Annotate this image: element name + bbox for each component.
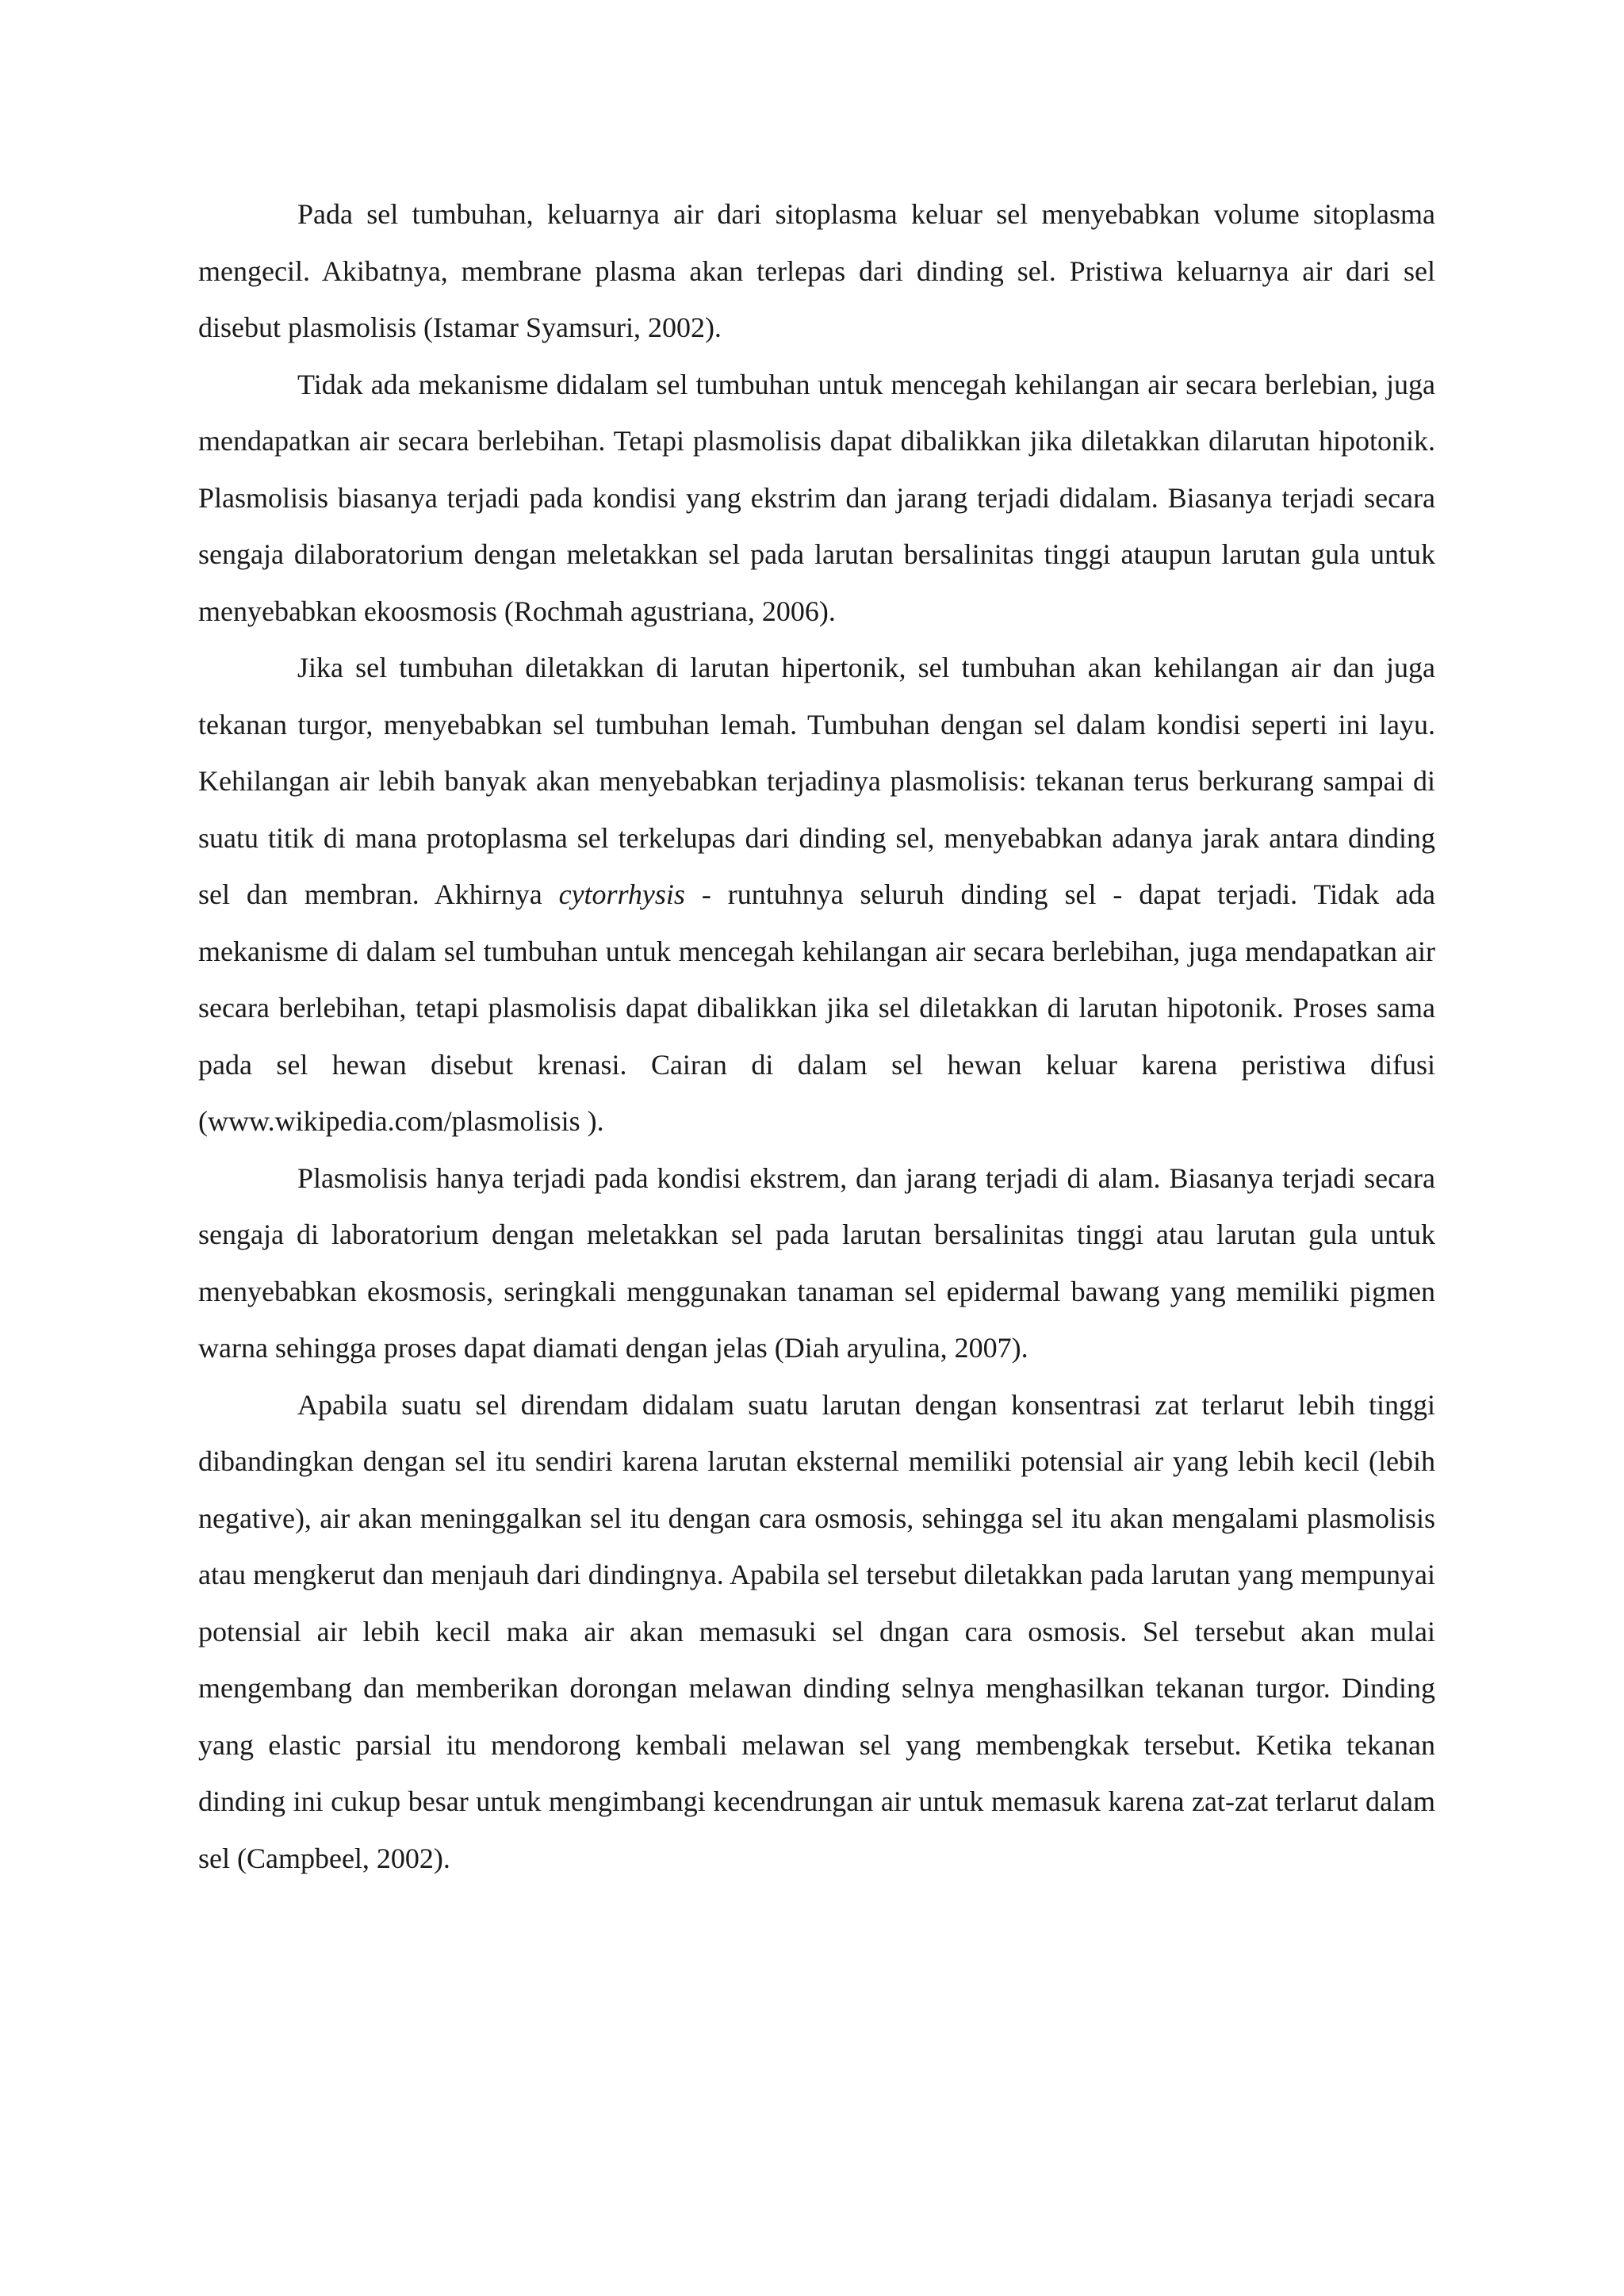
paragraph-extreme-conditions: Plasmolisis hanya terjadi pada kondisi ekstrem, dan jarang terjadi di alam. Biasanya terjadi secara sengaja di laboratorium dengan meletakkan sel pada larutan bersalinitas tinggi atau larutan gula untuk menyebabkan ekosmosis, seringkali menggunakan tanaman sel epidermal bawang yang memiliki pigmen warna sehingga proses dapat diamati dengan jelas (Diah aryulina, 2007). xyxy=(198,1161,1435,1364)
paragraph-plasmolysis-definition: Pada sel tumbuhan, keluarnya air dari sitoplasma keluar sel menyebabkan volume sitoplasma mengecil. Akibatnya, membrane plasma akan terlepas dari dinding sel. Pristiwa keluarnya air dari sel disebut plasmolisis (Istamar Syamsuri, 2002). xyxy=(198,198,1435,343)
italic-term-cytorrhysis: cytorrhysis xyxy=(558,878,685,910)
document-page xyxy=(198,186,1435,1887)
paragraph-text-segment: - runtuhnya seluruh dinding sel - dapat terjadi. Tidak ada mekanisme di dalam sel tumbuhan untuk mencegah kehilangan air secara berlebihan, juga mendapatkan air secara berlebihan, tetapi plasmolisis dapat dibalikkan jika sel diletakkan di larutan hipotonik. Proses sama pada sel hewan disebut krenasi. Cairan di dalam sel hewan keluar karena peristiwa difusi (www.wikipedia.com/plasmolisis ). xyxy=(198,878,1435,1137)
paragraph-osmosis-turgor: Apabila suatu sel direndam didalam suatu larutan dengan konsentrasi zat terlarut lebih tinggi dibandingkan dengan sel itu sendiri karena larutan eksternal memiliki potensial air yang lebih kecil (lebih negative), air akan meninggalkan sel itu dengan cara osmosis, sehingga sel itu akan mengalami plasmolisis atau mengkerut dan menjauh dari dindingnya. Apabila sel tersebut diletakkan pada larutan yang mempunyai potensial air lebih kecil maka air akan memasuki sel dngan cara osmosis. Sel tersebut akan mulai mengembang dan memberikan dorongan melawan dinding selnya menghasilkan tekanan turgor. Dinding yang elastic parsial itu mendorong kembali melawan sel yang membengkak tersebut. Ketika tekanan dinding ini cukup besar untuk mengimbangi kecendrungan air untuk memasuk karena zat-zat terlarut dalam sel (Campbeel, 2002). xyxy=(198,1388,1435,1874)
paragraph-text-segment: Jika sel tumbuhan diletakkan di larutan hipertonik, sel tumbuhan akan kehilangan air dan juga tekanan turgor, menyebabkan sel tumbuhan lemah. Tumbuhan dengan sel dalam kondisi seperti ini layu. Kehilangan air lebih banyak akan menyebabkan terjadinya plasmolisis: tekanan terus berkurang sampai di suatu titik di mana protoplasma sel terkelupas dari dinding sel, menyebabkan adanya jarak antara dinding sel dan membran. Akhirnya xyxy=(198,652,1435,910)
paragraph-no-mechanism: Tidak ada mekanisme didalam sel tumbuhan untuk mencegah kehilangan air secara berlebian, juga mendapatkan air secara berlebihan. Tetapi plasmolisis dapat dibalikkan jika diletakkan dilarutan hipotonik. Plasmolisis biasanya terjadi pada kondisi yang ekstrim dan jarang terjadi didalam. Biasanya terjadi secara sengaja dilaboratorium dengan meletakkan sel pada larutan bersalinitas tinggi ataupun larutan gula untuk menyebabkan ekoosmosis (Rochmah agustriana, 2006). xyxy=(198,368,1435,627)
paragraph-hypertonic-solution xyxy=(198,640,1435,1150)
